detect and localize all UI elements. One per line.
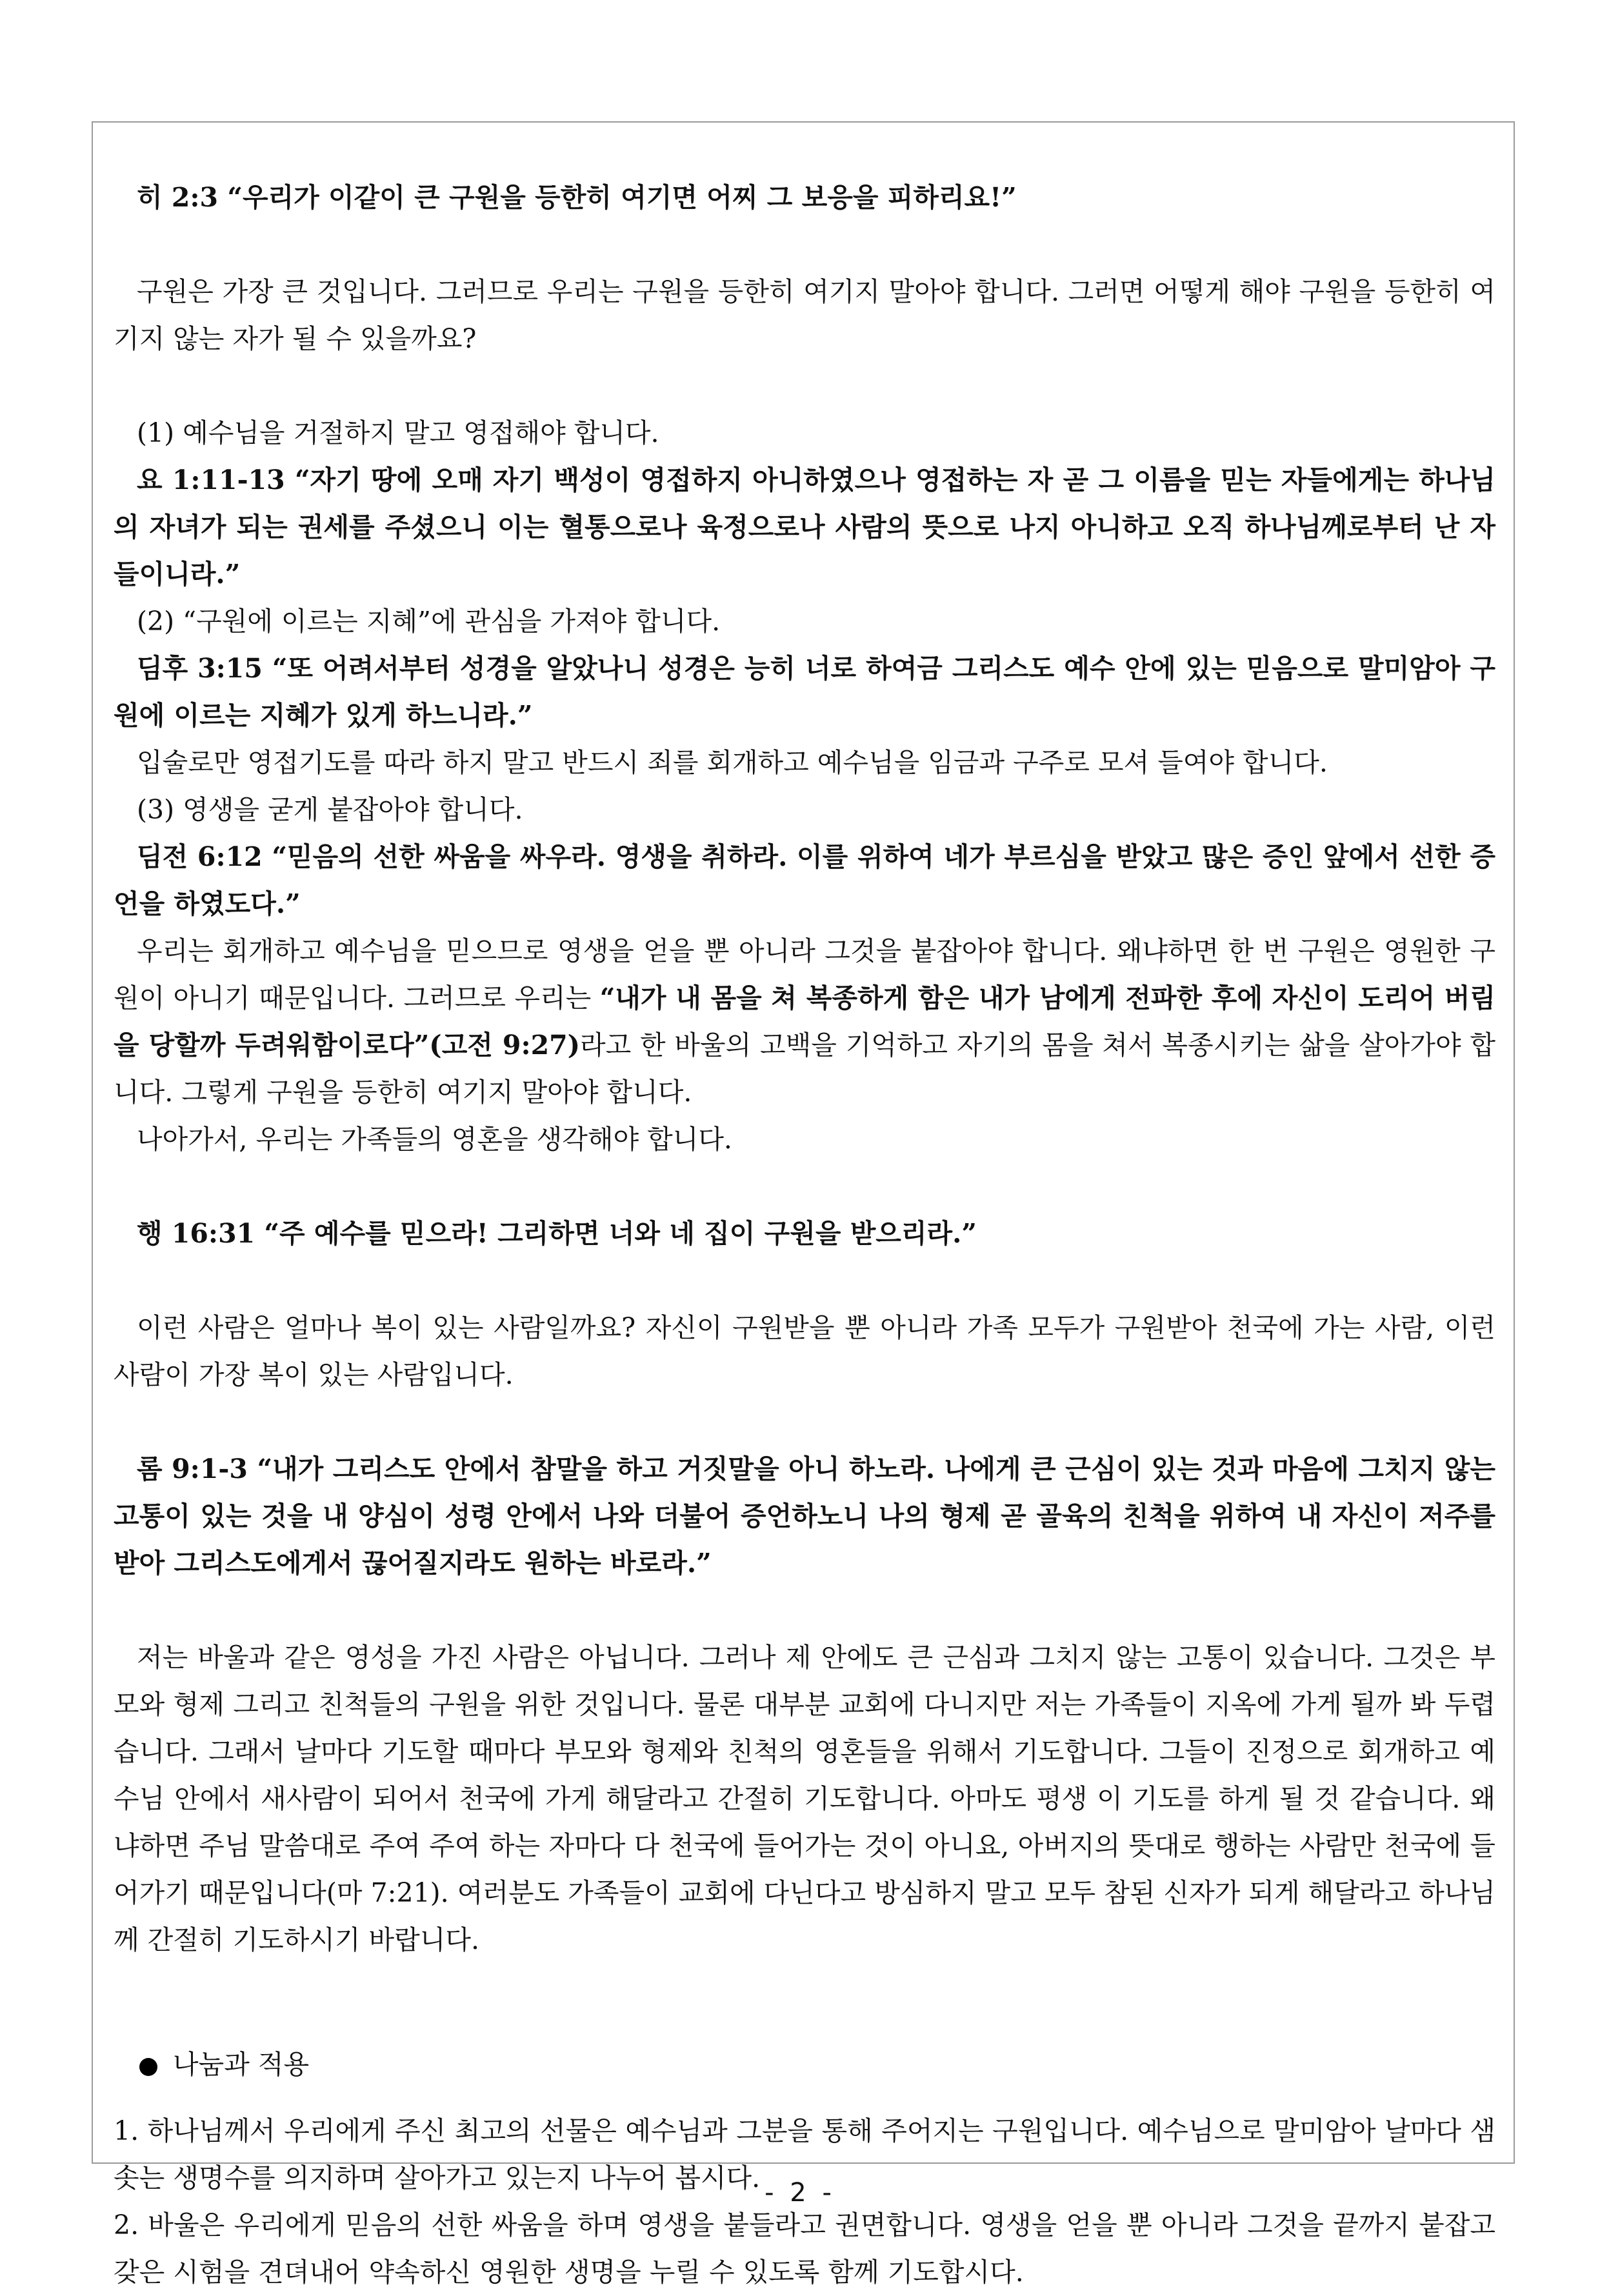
section-title: 나눔과 적용 [173, 2049, 310, 2080]
verse-2tim-3-15 [114, 645, 1495, 739]
quote-1cor-9-27: “내가 내 몸을 쳐 복종하게 함은 내가 남에게 전파한 후에 자신이 도리어 버림을 당할까 두려워함이로다” [114, 983, 1495, 1061]
page-frame [92, 121, 1515, 2288]
section-sharing-application [114, 2041, 1495, 2088]
verse-text: “또 어려서부터 성경을 알았나니 성경은 능히 너로 하여금 그리스도 예수 안에 있는 믿음으로 말미암아 구원에 이르는 지혜가 있게 하느니라.” [114, 653, 1495, 731]
paragraph-3-post: 라고 한 바울의 고백을 기억하고 자기의 몸을 쳐서 복종시키는 삶을 살아가야 합니다. 그렇게 구원을 등한히 여기지 말아야 합니다. [114, 1030, 1495, 1108]
verse-ref: 롬 9:1-3 [137, 1453, 248, 1484]
verse-ref: 히 2:3 [137, 182, 219, 213]
verse-text: “자기 땅에 오매 자기 백성이 영접하지 아니하였으나 영접하는 자 곧 그 이름을 믿는 자들에게는 하나님의 자녀가 되는 권세를 주셨으니 이는 혈통으로나 육정으로나 사람의 뜻으로 나지 아니하고 오직 하나님께로부터 난 자들이니라.” [114, 464, 1496, 590]
verse-text: “내가 그리스도 안에서 참말을 하고 거짓말을 아니 하노라. 나에게 큰 근심이 있는 것과 마음에 그치지 않는 고통이 있는 것을 내 양심이 성령 안에서 나와 더불어 증언하노니 나의 형제 곧 골육의 친척을 위하여 내 자신이 저주를 받아 그리스도에게서 끊어질지라도 원하는 바로라.” [114, 1453, 1495, 1579]
sermon-content [114, 174, 1495, 2296]
point-1: (1) 예수님을 거절하지 말고 영접해야 합니다. [137, 417, 659, 448]
verse-text: “믿음의 선한 싸움을 싸우라. 영생을 취하라. 이를 위하여 네가 부르심을 받았고 많은 증인 앞에서 선한 증언을 하였도다.” [114, 841, 1495, 919]
paragraph-4: 나아가서, 우리는 가족들의 영혼을 생각해야 합니다. [137, 1124, 732, 1155]
paragraph-3-pre: 우리는 회개하고 예수님을 믿으므로 영생을 얻을 뿐 아니라 그것을 붙잡아야 합니다. 왜냐하면 한 번 구원은 영원한 구원이 아니기 때문입니다. 그러므로 우리는 [114, 935, 1495, 1013]
verse-text: “우리가 이같이 큰 구원을 등한히 여기면 어찌 그 보응을 피하리요!” [227, 182, 1017, 213]
paragraph-6: 저는 바울과 같은 영성을 가진 사람은 아닙니다. 그러나 제 안에도 큰 근심과 그치지 않는 고통이 있습니다. 그것은 부모와 형제 그리고 친척들의 구원을 위한 것입니다. 물론 대부분 교회에 다니지만 저는 가족들이 지옥에 가게 될까 봐 두렵습니다. 그래서 날마다 기도할 때마다 부모와 형제와 친척의 영혼들을 위해서 기도합니다. 그들이 진정으로 회개하고 예수님 안에서 새사람이 되어서 천국에 가게 해달라고 간절히 기도합니다. 아마도 평생 이 기도를 하게 될 것 같습니다. 왜냐하면 주님 말씀대로 주여 주여 하는 자마다 다 천국에 들어가는 것이 아니요, 아버지의 뜻대로 행하는 사람만 천국에 들어가기 때문입니다(마 7:21). 여러분도 가족들이 교회에 다닌다고 방심하지 말고 모두 참된 신자가 되게 해달라고 하나님께 간절히 기도하시기 바랍니다. [114, 1642, 1495, 1955]
point-2: (2) “구원에 이르는 지혜”에 관심을 가져야 합니다. [137, 606, 721, 637]
verse-1tim-6-12 [114, 834, 1495, 928]
verse-acts-16-31 [114, 1210, 1495, 1257]
bullet-icon [139, 2058, 157, 2076]
verse-ref: 딤전 6:12 [137, 841, 263, 872]
verse-john-1-11 [114, 457, 1495, 598]
page-number: - 2 - [765, 2178, 835, 2208]
verse-ref: 요 1:11-13 [137, 464, 285, 495]
quote-ref: (고전 9:27) [429, 1030, 581, 1061]
application-item-2: 2. 바울은 우리에게 믿음의 선한 싸움을 하며 영생을 붙들라고 권면합니다. 영생을 얻을 뿐 아니라 그것을 끝까지 붙잡고 갖은 시험을 견뎌내어 약속하신 영원한 생명을 누릴 수 있도록 함께 기도합시다. [114, 2210, 1495, 2288]
paragraph-2: 입술로만 영접기도를 따라 하지 말고 반드시 죄를 회개하고 예수님을 임금과 구주로 모셔 들여야 합니다. [137, 747, 1328, 778]
verse-ref: 행 16:31 [137, 1218, 255, 1249]
paragraph-1: 구원은 가장 큰 것입니다. 그러므로 우리는 구원을 등한히 여기지 말아야 합니다. 그러면 어떻게 해야 구원을 등한히 여기지 않는 자가 될 수 있을까요? [114, 276, 1495, 354]
verse-rom-9-1 [114, 1446, 1495, 1587]
paragraph-3 [114, 928, 1495, 1116]
point-3: (3) 영생을 굳게 붙잡아야 합니다. [137, 794, 523, 825]
verse-heb-2-3 [114, 174, 1495, 221]
application-item-1: 1. 하나님께서 우리에게 주신 최고의 선물은 예수님과 그분을 통해 주어지는 구원입니다. 예수님으로 말미암아 날마다 샘솟는 생명수를 의지하며 살아가고 있는지 나누어 봅시다. [114, 2115, 1495, 2193]
verse-text: “주 예수를 믿으라! 그리하면 너와 네 집이 구원을 받으리라.” [264, 1218, 977, 1249]
paragraph-5: 이런 사람은 얼마나 복이 있는 사람일까요? 자신이 구원받을 뿐 아니라 가족 모두가 구원받아 천국에 가는 사람, 이런 사람이 가장 복이 있는 사람입니다. [114, 1312, 1495, 1390]
verse-ref: 딤후 3:15 [137, 653, 263, 684]
